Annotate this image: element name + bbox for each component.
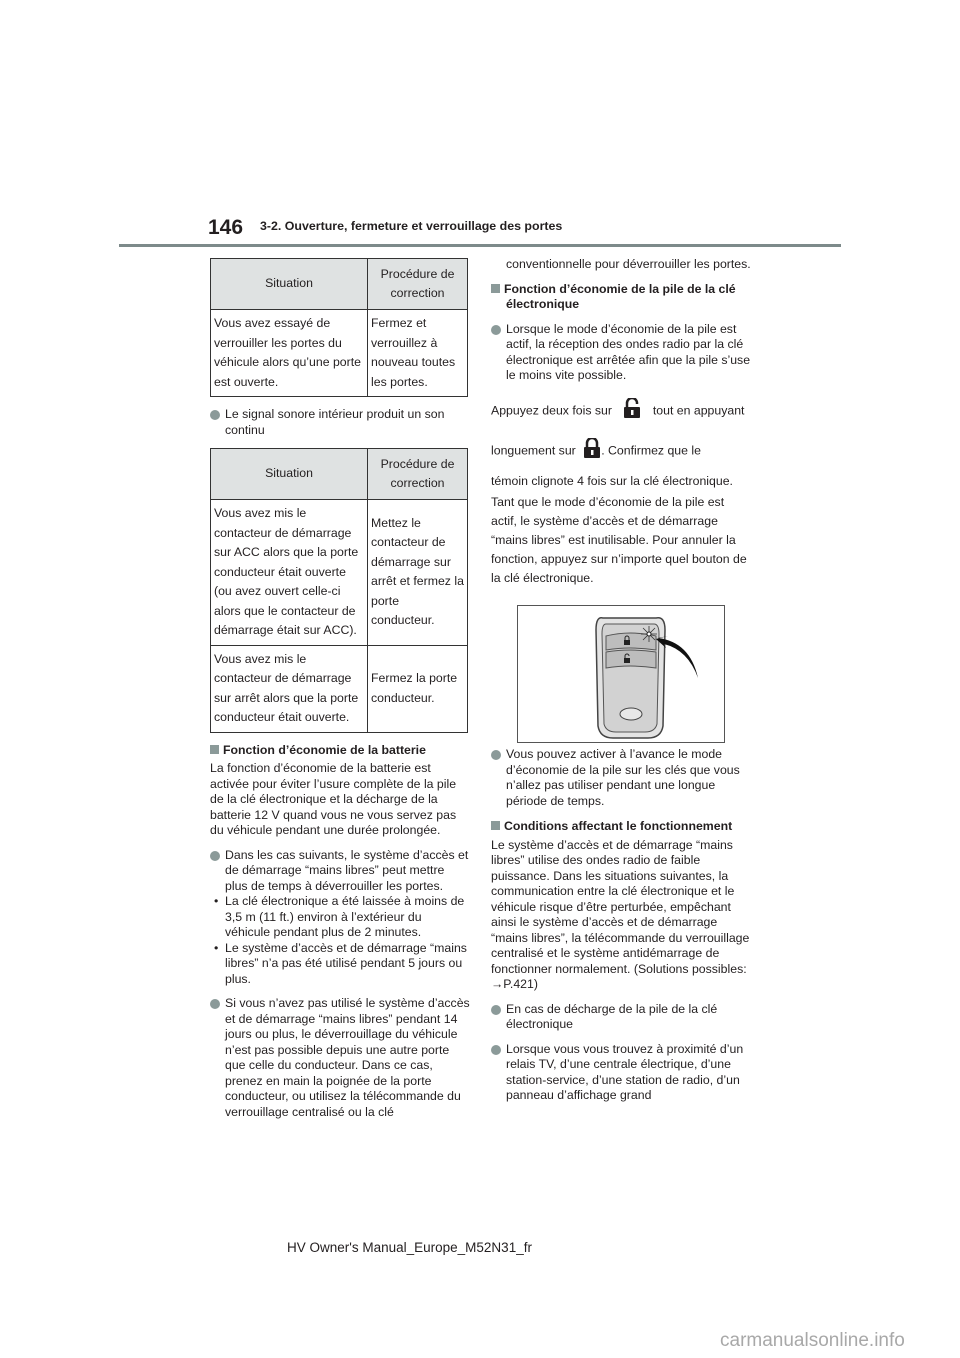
sub-bullet-text: Le système d’accès et de démarrage “mains libres” n’a pas été utilisé pendant 5 jours ou plus. xyxy=(225,940,467,986)
bullet-dot-icon xyxy=(491,1045,501,1055)
square-bullet-icon xyxy=(491,284,500,293)
bullet-text: Lorsque vous vous trouvez à proximité d’un relais TV, d’une centrale électrique, d’une station-service, d’une station de radio, d’un panneau d’affichage grand xyxy=(506,1041,744,1102)
section-heading xyxy=(491,282,753,313)
instruction-text: longuement sur xyxy=(491,442,576,457)
sub-bullet-icon: • xyxy=(214,940,219,955)
square-bullet-icon xyxy=(210,745,219,754)
bullet-dot-icon xyxy=(491,325,501,335)
heading-text: Conditions affectant le fonctionnement xyxy=(504,819,733,833)
sub-bullet-icon: • xyxy=(214,894,219,908)
bullet-text: Si vous n’avez pas utilisé le système d’accès et de démarrage “mains libres” pendant 14 jours ou plus, le déverrouillage du véhicule n’est pas possible depuis une autre porte que celle du conducteur. Dans ce cas, prenez en main la poignée de la porte conducteur, ou utilisez la télécommande du verrouillage centralisé ou la clé xyxy=(225,996,470,1119)
bullet-item xyxy=(210,848,470,895)
bullet-dot-icon xyxy=(491,750,501,760)
square-bullet-icon xyxy=(491,821,500,830)
table-door-open xyxy=(210,258,468,397)
right-column-lower xyxy=(491,747,753,1104)
table-cell: Vous avez essayé de verrouiller les portes du véhicule alors qu’une porte est ouverte. xyxy=(211,310,368,397)
bullet-item xyxy=(491,1042,753,1104)
table-cell: Fermez et verrouillez à nouveau toutes les portes. xyxy=(368,310,468,397)
key-fob-icon xyxy=(518,606,724,742)
table-row xyxy=(211,310,468,397)
left-column xyxy=(210,258,470,1120)
bullet-item xyxy=(210,996,470,1120)
header-rule xyxy=(119,244,841,247)
instruction-line xyxy=(491,398,753,424)
key-fob-illustration xyxy=(517,605,725,743)
table-cell: Vous avez mis le contacteur de démarrage sur ACC alors que la porte conducteur était ouverte (ou avez ouvert celle-ci alors que le contacteur de démarrage était sur ACC). xyxy=(211,500,368,646)
sub-bullet-item xyxy=(210,941,470,988)
paragraph: Tant que le mode d’économie de la pile est actif, le système d’accès et de démarrage “mains libres” est inutilisable. Pour annuler la fonction, appuyez sur n’importe quel bouton de la clé électronique. xyxy=(491,494,747,585)
table-cell: Fermez la porte conducteur. xyxy=(368,645,468,732)
footer-manual-id: HV Owner's Manual_Europe_M52N31_fr xyxy=(287,1240,532,1255)
table-header: Situation xyxy=(211,259,368,310)
right-column xyxy=(491,257,753,588)
chapter-title: 3-2. Ouverture, fermeture et verrouillage des portes xyxy=(260,219,563,233)
sub-bullet-item xyxy=(210,894,470,941)
table-row xyxy=(211,645,468,732)
bullet-dot-icon xyxy=(210,410,220,420)
heading-text: Fonction d’économie de la batterie xyxy=(223,742,426,757)
lock-icon xyxy=(583,438,601,464)
instruction-text: tout en appuyant xyxy=(652,402,745,417)
instruction-line xyxy=(491,438,753,464)
bullet-text: En cas de décharge de la pile de la clé électronique xyxy=(506,1001,718,1031)
bullet-item xyxy=(491,1002,753,1033)
page-number: 146 xyxy=(208,216,244,239)
section-heading xyxy=(491,819,753,835)
bullet-text: Vous pouvez activer à l’avance le mode d’économie de la pile sur les clés que vous n’allez pas utiliser pendant une longue période de temps. xyxy=(506,747,740,808)
watermark-link[interactable]: carmanualsonline.info xyxy=(720,1330,905,1351)
unlock-icon xyxy=(623,398,641,424)
table-cell: Mettez le contacteur de démarrage sur arrêt et fermez la porte conducteur. xyxy=(368,500,468,646)
paragraph: Le système d’accès et de démarrage “mains libres” utilise des ondes radio de faible puissance. Dans les situations suivantes, la communication entre la clé électronique et le véhicule risque d’être perturbée, empêchant ainsi le système d’accès et de démarrage “mains libres”, la télécommande du verrouillage centralisé et le système antidémarrage de fonctionner normalement. (Solutions possibles: →P.421) xyxy=(491,837,750,991)
bullet-text: Dans les cas suivants, le système d’accès et de démarrage “mains libres” peut mettre plus de temps à déverrouiller les portes. xyxy=(225,847,469,893)
bullet-dot-icon xyxy=(210,999,220,1009)
table-header: Situation xyxy=(211,449,368,500)
instruction-text: . Confirmez que le xyxy=(601,442,701,457)
bullet-item xyxy=(210,407,470,438)
bullet-item xyxy=(491,322,753,384)
table-header: Procédure de correction xyxy=(368,449,468,500)
bullet-text: Le signal sonore intérieur produit un son continu xyxy=(225,407,445,437)
paragraph-continuation: conventionnelle pour déverrouiller les portes. xyxy=(506,257,751,271)
bullet-dot-icon xyxy=(491,1005,501,1015)
table-header: Procédure de correction xyxy=(368,259,468,310)
bullet-item xyxy=(491,747,753,809)
section-heading xyxy=(210,743,470,759)
table-cell: Vous avez mis le contacteur de démarrage sur arrêt alors que la porte conducteur était ouverte. xyxy=(211,645,368,732)
instruction-text: Appuyez deux fois sur xyxy=(491,402,612,417)
instruction-line: témoin clignote 4 fois sur la clé électronique. xyxy=(491,473,733,488)
paragraph: La fonction d’économie de la batterie est activée pour éviter l’usure complète de la pile de la clé électronique et la décharge de la batterie 12 V quand vous ne vous servez pas du véhicule pendant une durée prolongée. xyxy=(210,761,457,837)
sub-bullet-text: La clé électronique a été laissée à moins de 3,5 m (11 ft.) environ à l’extérieur du véhicule pendant plus de 2 minutes. xyxy=(225,894,465,939)
heading-text: Fonction d’économie de la pile de la clé électronique xyxy=(504,281,736,311)
table-row xyxy=(211,500,468,646)
table-buzzer xyxy=(210,448,468,733)
bullet-dot-icon xyxy=(210,851,220,861)
bullet-text: Lorsque le mode d’économie de la pile est actif, la réception des ondes radio par la clé électronique est arrêtée afin que la pile s’use le moins vite possible. xyxy=(506,321,751,382)
